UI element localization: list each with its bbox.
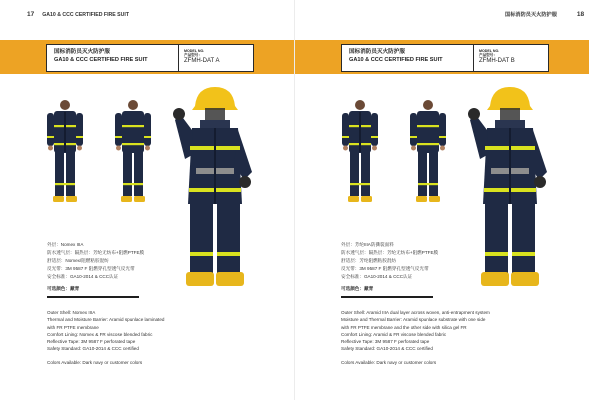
model-value: ZFMH-DAT A [184,58,220,65]
spec-cn-line: 安全标准：GA10-2014 & CCC认证 [47,274,119,279]
spec-en [341,309,490,353]
running-header [27,11,129,18]
orange-band [295,40,589,74]
title-en: GA10 & CCC CERTIFIED FIRE SUIT [349,57,443,63]
spec-cn-line: 反光带：3M 9587 F 阻燃穿孔型透气反光带 [341,266,429,271]
colors-en: Colors Available: Dark navy or customer colors [341,360,437,365]
divider-rule [341,296,433,298]
colors-cn: 可选颜色：藏青 [47,286,80,291]
running-header [505,11,584,18]
spec-en-line: with FR PTFE membrane [47,324,99,330]
title-cell [342,45,474,71]
spec-en-line: Comfort Lining: Aramid & FR viscose blended fabric [341,331,447,337]
spec-cn-line: 反光带：3M 9587 F 阻燃穿孔型透气反光带 [47,266,135,271]
suit-front-figure [337,98,383,206]
running-title: 国标消防员灭火防护服 [505,12,557,18]
spec-en-line: Thermal and Moisture Barrier: Aramid spunlace laminated [47,317,165,323]
title-cell [47,45,179,71]
title-box [46,44,254,72]
spec-en-line: with FR PTFE membrane and the other side with silica gel FR [341,324,467,330]
title-cn: 国标消防员灭火防护服 [54,49,110,55]
spec-cn [47,241,144,281]
model-label-en: MODEL NO. [479,49,500,53]
model-label-cn: 产品型号： [184,53,202,58]
suit-back-figure [405,98,451,206]
model-cell [474,45,515,71]
spec-en-line: Safety Standard: GA10-2014 & CCC certified [47,346,139,352]
title-cn: 国标消防员灭火防护服 [349,49,405,55]
title-box [341,44,549,72]
spec-cn [341,241,438,281]
spec-cn-line: 安全标准：GA10-2014 & CCC认证 [341,274,413,279]
spec-en-line: Comfort Lining: Nomex & FR viscose blended fabric [47,331,153,337]
spec-cn-line: 外层：芳纶IIIA防撕裂面料 [341,242,394,247]
model-value: ZFMH-DAT B [479,58,515,65]
spec-cn-line: 外层：Nomex IIIA [47,242,84,247]
running-title: GA10 & CCC CERTIFIED FIRE SUIT [42,12,129,18]
spec-cn-line: 舒适层：Nomex/阻燃粘胶混纺 [47,258,109,263]
spec-cn-line: 防水透气层：隔热层：芳纶无纺布+阻燃PTFE膜 [47,250,145,255]
model-cell [179,45,219,71]
spec-cn-line: 舒适层：芳纶阻燃粘胶混纺 [341,258,397,263]
spec-en-line: Outer Shell: Aramid IIIA dual layer across woven, anti-entrapment system [341,310,490,315]
orange-band [0,40,294,74]
page-number: 17 [27,11,35,18]
spec-cn-line: 防水透气层：隔热层：芳纶无纺布+阻燃PTFE膜 [341,250,439,255]
page-number: 18 [576,11,585,18]
spec-en-line: Reflective Tape: 3M 9587 F perforated tape [47,339,136,345]
colors-cn: 可选颜色：藏青 [341,286,374,291]
right-page [295,0,589,400]
firefighter-full-gear-figure [170,84,260,296]
left-page [0,0,294,400]
spec-en [47,309,164,353]
suit-front-figure [42,98,88,206]
model-label-cn: 产品型号： [479,53,497,58]
colors-en: Colors Available: Dark navy or customer colors [47,360,143,365]
model-label-en: MODEL NO. [184,49,205,53]
spec-en-line: Reflective Tape: 3M 9587 F perforated tape [341,339,430,345]
spec-en-line: Moisture and Thermal Barrier: Aramid spunlace substrate with one side [341,317,486,323]
suit-back-figure [110,98,156,206]
spec-en-line: Outer Shell: Nomex IIIA [47,310,96,315]
title-en: GA10 & CCC CERTIFIED FIRE SUIT [54,57,148,63]
divider-rule [47,296,139,298]
firefighter-full-gear-figure [465,84,555,296]
spec-en-line: Safety Standard: GA10-2014 & CCC certified [341,346,433,352]
